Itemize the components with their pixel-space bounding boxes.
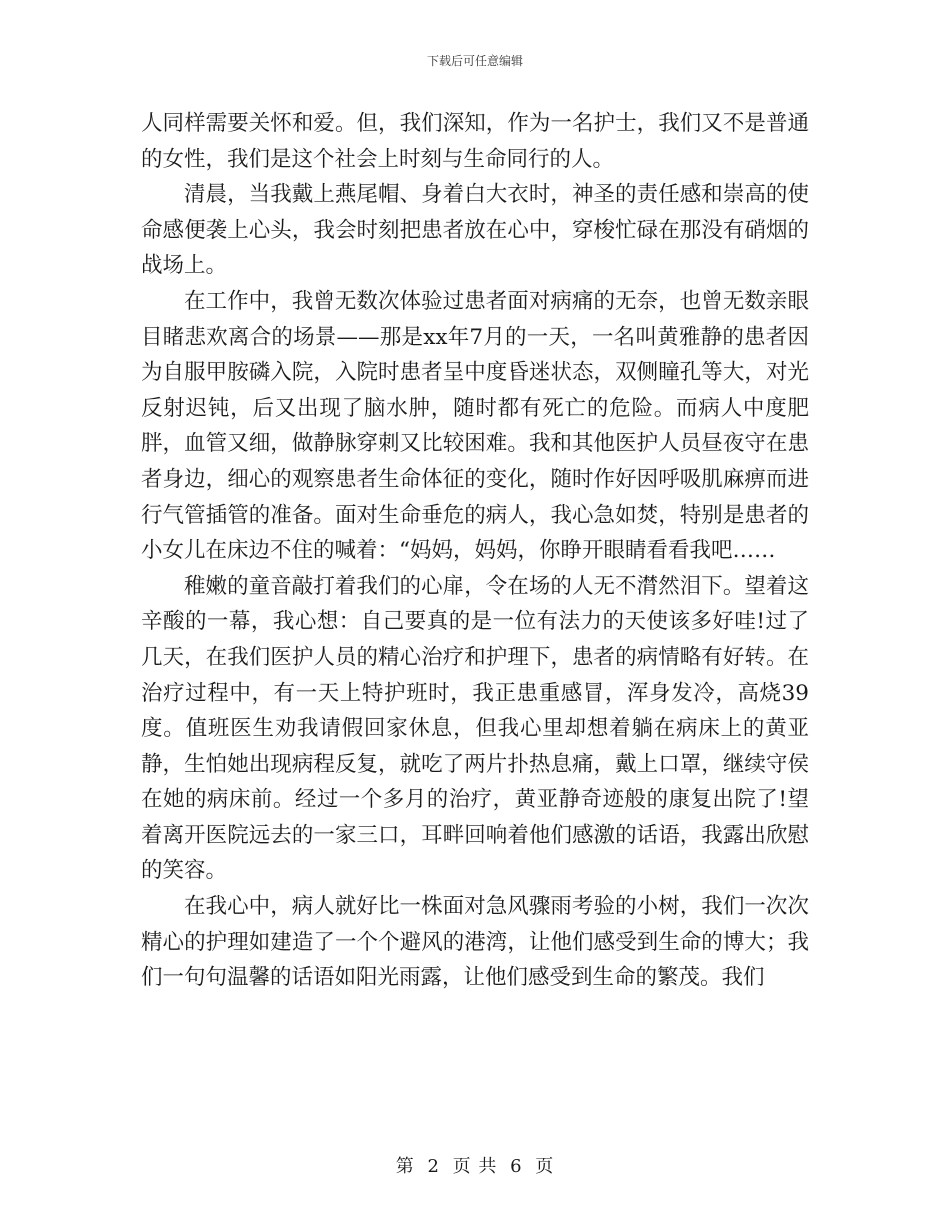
footer-total-pages: 6 <box>510 1156 523 1177</box>
footer-current-page: 2 <box>427 1156 440 1177</box>
document-body <box>141 106 809 996</box>
paragraph-3: 在工作中，我曾无数次体验过患者面对病痛的无奈，也曾无数亲眼目睹悲欢离合的场景——那是xx年7月的一天，一名叫黄雅静的患者因为自服甲胺磷入院，入院时患者呈中度昏迷状态，双侧瞳孔等大，对光反射迟钝，后又出现了脑水肿，随时都有死亡的危险。而病人中度肥胖，血管又细，做静脉穿刺又比较困难。我和其他医护人员昼夜守在患者身边，细心的观察患者生命体征的变化，随时作好因呼吸肌麻痹而进行气管插管的准备。面对生命垂危的病人，我心急如焚，特别是患者的小女儿在床边不住的喊着：“妈妈，妈妈，你睁开眼睛看看我吧…… <box>141 288 809 564</box>
paragraph-5: 在我心中，病人就好比一株面对急风骤雨考验的小树，我们一次次精心的护理如建造了一个个避风的港湾，让他们感受到生命的博大；我们一句句温馨的话语如阳光雨露，让他们感受到生命的繁茂。我们 <box>141 894 809 991</box>
paragraph-2: 清晨，当我戴上燕尾帽、身着白大衣时，神圣的责任感和崇高的使命感便袭上心头，我会时刻把患者放在心中，穿梭忙碌在那没有硝烟的战场上。 <box>141 182 809 279</box>
paragraph-1: 人同样需要关怀和爱。但，我们深知，作为一名护士，我们又不是普通的女性，我们是这个社会上时刻与生命同行的人。 <box>141 111 809 172</box>
footer-prefix: 第 <box>395 1156 415 1177</box>
page-footer <box>0 1152 950 1178</box>
footer-suffix: 页 <box>535 1156 555 1177</box>
header-note: 下载后可任意编辑 <box>426 54 523 68</box>
paragraph-4: 稚嫩的童音敲打着我们的心扉，令在场的人无不潸然泪下。望着这辛酸的一幕，我心想：自己要真的是一位有法力的天使该多好哇!过了几天，在我们医护人员的精心治疗和护理下，患者的病情略有好转。在治疗过程中，有一天上特护班时，我正患重感冒，浑身发冷，高烧39度。值班医生劝我请假回家休息，但我心里却想着躺在病床上的黄亚静，生怕她出现病程反复，就吃了两片扑热息痛，戴上口罩，继续守侯在她的病床前。经过一个多月的治疗，黄亚静奇迹般的康复出院了!望着离开医院远去的一家三口，耳畔回响着他们感激的话语，我露出欣慰的笑容。 <box>141 573 809 884</box>
footer-middle: 页 共 <box>452 1156 498 1177</box>
